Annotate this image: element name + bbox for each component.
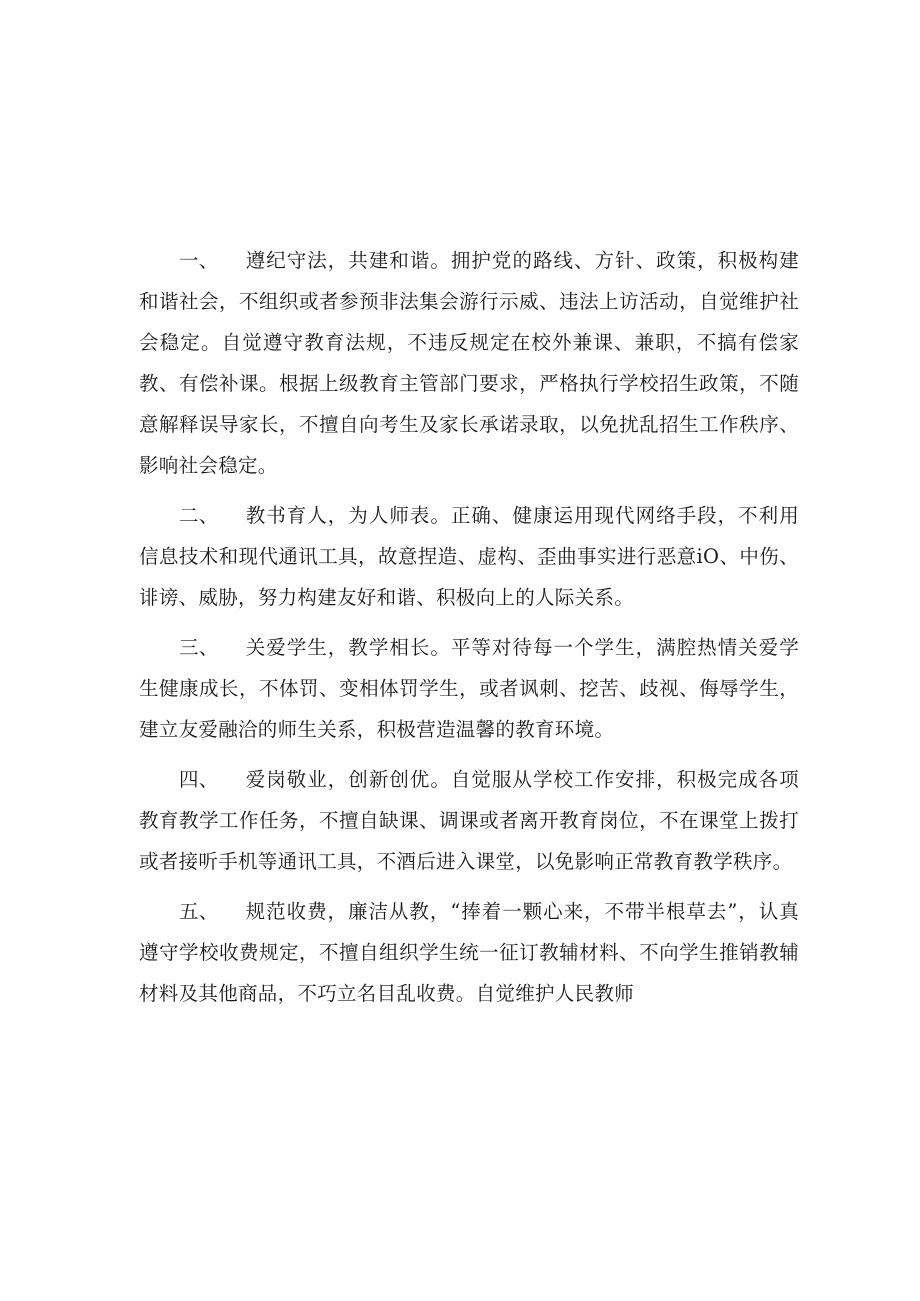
paragraph-3	[139, 627, 799, 750]
paragraph-2	[139, 495, 799, 618]
paragraph-5	[139, 891, 799, 1014]
paragraph-text: 关爱学生，教学相长。平等对待每一个学生，满腔热情关爱学生健康成长，不体罚、变相体罚学生，或者讽刺、挖苦、歧视、侮辱学生，建立友爱融洽的师生关系，积极营造温馨的教育环境。	[139, 636, 799, 741]
paragraph-text: 爱岗敬业，创新创优。自觉服从学校工作安排，积极完成各项教育教学工作任务，不擅自缺课、调课或者离开教育岗位，不在课堂上拨打或者接听手机等通讯工具，不酒后进入课堂，以免影响正常教育教学秩序。	[139, 768, 799, 873]
paragraph-number: 二、	[179, 504, 219, 527]
paragraph-number: 四、	[179, 768, 219, 791]
paragraph-text: 规范收费，廉洁从教，“捧着一颗心来，不带半根草去”，认真遵守学校收费规定，不擅自组织学生统一征订教辅材料、不向学生推销教辅材料及其他商品，不巧立名目乱收费。自觉维护人民教师	[139, 900, 799, 1005]
document-body	[139, 240, 799, 1023]
paragraph-number: 三、	[179, 636, 219, 659]
paragraph-text: 遵纪守法，共建和谐。拥护党的路线、方针、政策，积极构建和谐社会，不组织或者参预非法集会游行示威、违法上访活动，自觉维护社会稳定。自觉遵守教育法规，不违反规定在校外兼课、兼职，不搞有偿家教、有偿补课。根据上级教育主管部门要求，严格执行学校招生政策，不随意解释误导家长，不擅自向考生及家长承诺录取，以免扰乱招生工作秩序、影响社会稳定。	[139, 249, 799, 477]
paragraph-number: 一、	[179, 249, 219, 272]
paragraph-text: 教书育人，为人师表。正确、健康运用现代网络手段，不利用信息技术和现代通讯工具，故意捏造、虚构、歪曲事实进行恶意iO、中伤、诽谤、威胁，努力构建友好和谐、积极向上的人际关系。	[139, 504, 799, 609]
paragraph-1	[139, 240, 799, 486]
paragraph-4	[139, 759, 799, 882]
paragraph-number: 五、	[179, 900, 219, 923]
